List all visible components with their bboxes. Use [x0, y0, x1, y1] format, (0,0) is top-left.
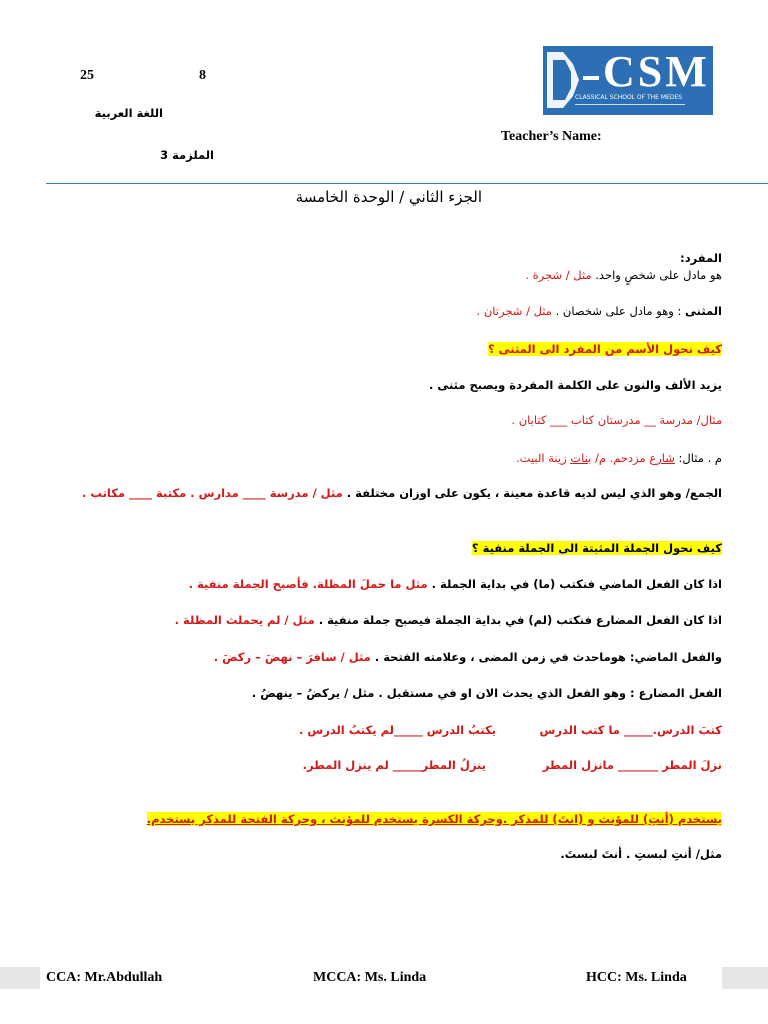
example-underlined [516, 451, 722, 465]
rule-present-negation [175, 613, 722, 627]
example-lead: م . مثال: [678, 451, 722, 465]
example-dual: مثال/ مدرسة __ مدرستان كتاب ___ كتابان . [511, 413, 722, 427]
school-logo [543, 46, 713, 115]
question-1-text: كيف نحول الأسم من المفرد الى المثنى ؟ [487, 342, 722, 356]
subject-label: اللغة العربية [94, 106, 163, 120]
footer-bar-left [0, 967, 40, 989]
example-row-1-a: كتبَ الدرس._____ ما كتب الدرس [539, 723, 722, 737]
question-singular-to-dual [488, 342, 722, 356]
example-row-2-a: نزلَ المطر _______ مانزل المطر [542, 758, 722, 772]
gender-rule [147, 812, 722, 826]
teacher-name-label: Teacher’s Name: [501, 129, 602, 144]
example-rest-1: مزدحم. [609, 451, 650, 465]
example-gap: م/ [591, 451, 610, 465]
example-word-1: شارع [649, 451, 675, 465]
rule-past-negation [189, 577, 722, 591]
plural-definition [82, 486, 722, 500]
example-rest-2: زينة البيت. [516, 451, 571, 465]
page-title: الجزء الثاني / الوحدة الخامسة [295, 188, 482, 206]
plural-example: مثل / مدرسة ____ مدارس . مكتبة ____ مكاتب . [82, 486, 343, 500]
example-word-2: بنات [570, 451, 592, 465]
past-verb-example: مثل / سافرَ – نهضَ – ركضَ . [213, 650, 371, 664]
header-divider [46, 183, 768, 184]
rule-present-text: اذا كان الفعل المضارع فنكتب (لم) في بداية الجملة فيصبح جملة منفية . [318, 613, 722, 627]
example-row-1-b: يكتبُ الدرس _____لم يكتبُ الدرس . [298, 723, 496, 737]
singular-definition [525, 268, 722, 282]
definition-present-verb: الفعل المضارع : وهو الفعل الذي يحدث الان او في مستقبل . مثل / يركضُ – ينهضُ . [251, 686, 722, 700]
dual-heading: المثنى [685, 304, 722, 318]
rule-past-example: مثل ما حملَ المظلة. فأصبح الجملة منفية . [188, 577, 428, 591]
singular-heading: المفرد: [680, 251, 722, 265]
footer-hcc: HCC: Ms. Linda [586, 970, 687, 985]
singular-example: مثل / شجرة . [525, 268, 592, 282]
footer-mcca: MCCA: Ms. Linda [313, 970, 427, 985]
booklet-label: الملزمة 3 [160, 148, 214, 162]
question-2-text: كيف نحول الجملة المثبتة الى الجملة منفية ؟ [471, 541, 722, 555]
footer-bar-right [722, 967, 768, 989]
gender-rule-text: يستخدم (أنتِ) للمؤنث و (انتَ) للمذكر .وحركة الكسرة يستخدم للمؤنث ، وحركة الفتحة للمذكر يستخدم. [146, 812, 722, 826]
singular-text: هو مادل على شخصٍ واحد. [595, 268, 722, 282]
footer-cca: CCA: Mr.Abdullah [46, 970, 163, 985]
dual-text: : وهو مادل على شخصان . [555, 304, 682, 318]
question-affirmative-to-negative [472, 541, 722, 555]
rule-dual: يزيد الألف والنون على الكلمة المفردة ويصبح مثنى . [428, 378, 722, 392]
example-row-2-b: ينزلُ المطر_____ لم ينزل المطر. [302, 758, 486, 772]
past-verb-text: والفعل الماضي: هوماحدث في زمن المضى ، وعلامته الفتحة . [374, 650, 722, 664]
rule-past-text: اذا كان الفعل الماضي فنكتب (ما) في بداية الجملة . [431, 577, 722, 591]
logo-subtitle: CLASSICAL SCHOOL OF THE MEDES [575, 94, 683, 101]
logo-subtitle-rule [575, 104, 685, 105]
dual-definition [477, 304, 722, 318]
dual-example: مثل / شجرتان . [476, 304, 552, 318]
gender-example: مثل/ أنتِ لبستِ . أنتَ لبستَ. [560, 847, 722, 861]
header-number-a: 25 [80, 68, 94, 83]
rule-present-example: مثل / لم يحملث المظلة . [174, 613, 315, 627]
definition-past-verb [214, 650, 722, 664]
logo-letters: CSM [603, 47, 710, 96]
plural-text: الجمع/ وهو الذي ليس لديه قاعدة معينة ، يكون على اوزان مختلفة . [346, 486, 722, 500]
header-number-b: 8 [199, 68, 206, 83]
